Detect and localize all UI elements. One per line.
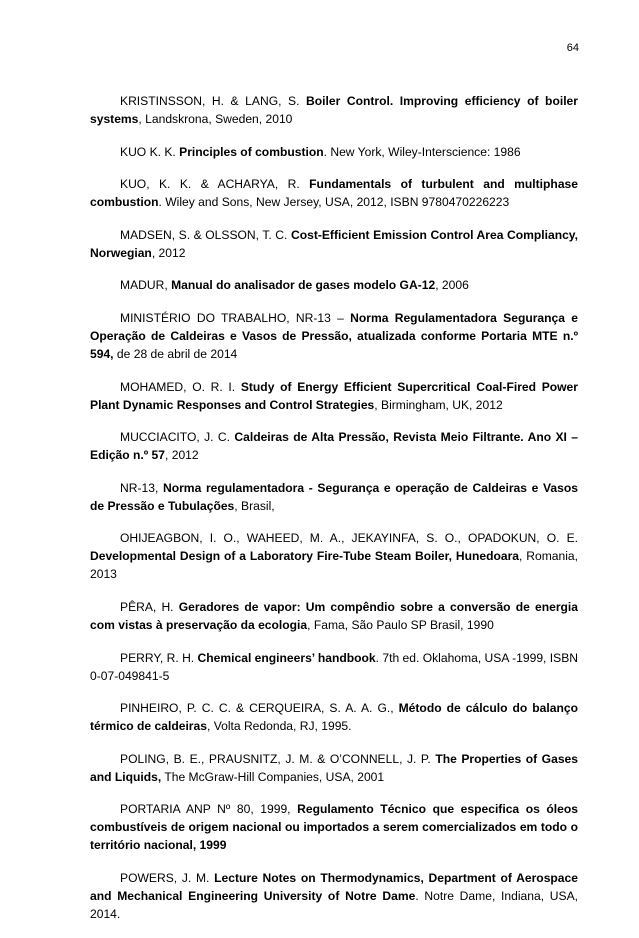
reference-text: POWERS, J. M. (120, 870, 215, 885)
reference-title: Geradores de vapor: Um compêndio sobre a conversão de energia com vistas à preservação da ecologia (90, 599, 579, 632)
reference-text: . Wiley and Sons, New Jersey, USA, 2012, ISBN 9780470226223 (158, 195, 510, 210)
reference-title: Study of Energy Efficient Supercritical Coal-Fired Power Plant Dynamic Responses and Control Strategies (90, 379, 578, 412)
reference-text: , Birmingham, UK, 2012 (374, 397, 503, 412)
reference-text: The McGraw-Hill Companies, USA, 2001 (161, 769, 385, 784)
reference-text: MUCCIACITO, J. C. (120, 430, 235, 445)
reference-title: Manual do analisador de gases modelo GA-12 (171, 278, 436, 293)
reference-entry (90, 649, 578, 685)
reference-text: , Landskrona, Sweden, 2010 (138, 112, 293, 126)
reference-text: . New York, Wiley-Interscience: 1986 (323, 144, 521, 159)
reference-title: Cost-Efficient Emission Control Area Compliancy, Norwegian (90, 227, 578, 260)
reference-entry (90, 276, 578, 294)
reference-title: Fundamentals of turbulent and multiphase combustion (90, 177, 578, 210)
reference-text: , Fama, São Paulo SP Brasil, 1990 (307, 617, 494, 632)
reference-text: , 2012 (151, 245, 186, 260)
reference-text: . Notre Dame, Indiana, USA, 2014. (90, 888, 579, 921)
reference-entry (90, 699, 578, 735)
reference-entry (90, 479, 578, 515)
reference-text: OHIJEAGBON, I. O., WAHEED, M. A., JEKAYINFA, S. O., OPADOKUN, O. E. (120, 531, 578, 546)
reference-text: , 2012 (165, 448, 199, 463)
reference-entry (90, 529, 578, 583)
reference-entry (90, 869, 578, 923)
reference-title: Norma Regulamentadora Segurança e Operação de Caldeiras e Vasos de Pressão, atualizada conforme Portaria MTE n.º 594, (90, 310, 578, 361)
reference-text: , Volta Redonda, RJ, 1995. (206, 719, 352, 734)
reference-text: KRISTINSSON, H. & LANG, S. (120, 94, 306, 108)
reference-entry (90, 175, 578, 211)
reference-title: Boiler Control. Improving efficiency of boiler systems (90, 94, 578, 126)
reference-entry (90, 226, 578, 262)
reference-entry (90, 800, 578, 854)
reference-title: Principles of combustion (179, 144, 324, 159)
reference-text: PINHEIRO, P. C. C. & CERQUEIRA, S. A. A. G., (120, 701, 399, 716)
reference-text: PÊRA, H. (120, 599, 179, 614)
reference-title: The Properties of Gases and Liquids, (90, 751, 578, 784)
reference-text: NR-13, (120, 480, 163, 495)
reference-text: , Romania, 2013 (90, 549, 578, 582)
reference-text: PORTARIA ANP Nº 80, 1999, (120, 802, 298, 817)
reference-title: Chemical engineers’ handbook (197, 650, 376, 665)
reference-entry (90, 143, 578, 161)
reference-text: MADUR, (120, 278, 172, 293)
reference-text: de 28 de abril de 2014 (113, 346, 238, 361)
reference-text: , Brasil, (234, 498, 275, 513)
reference-entry (90, 750, 578, 786)
reference-text: MOHAMED, O. R. I. (120, 379, 241, 394)
reference-text: MADSEN, S. & OLSSON, T. C. (120, 227, 291, 242)
reference-title: Regulamento Técnico que especifica os óleos combustíveis de origem nacional ou importados a serem comercializados em todo o território nacional, 1999 (90, 802, 578, 853)
reference-title: Lecture Notes on Thermodynamics, Department of Aerospace and Mechanical Engineering University of Notre Dame (90, 870, 578, 903)
reference-title: Developmental Design of a Laboratory Fire-Tube Steam Boiler, Hunedoara (90, 549, 520, 564)
reference-title: Caldeiras de Alta Pressão, Revista Meio Filtrante. Ano XI – Edição n.º 57 (90, 430, 579, 463)
reference-entry (90, 92, 578, 128)
reference-entry (90, 378, 578, 414)
reference-title: Norma regulamentadora - Segurança e operação de Caldeiras e Vasos de Pressão e Tubulações (90, 480, 578, 513)
reference-text: . 7th ed. Oklahoma, USA -1999, ISBN 0-07-049841-5 (90, 650, 578, 683)
page-number: 64 (566, 42, 579, 54)
reference-title: Método de cálculo do balanço térmico de caldeiras (90, 701, 578, 734)
reference-text: KUO K. K. (120, 144, 180, 159)
reference-text: MINISTÉRIO DO TRABALHO, NR-13 – (120, 310, 351, 325)
reference-entry (90, 428, 578, 464)
reference-entry (90, 309, 578, 363)
reference-text: POLING, B. E., PRAUSNITZ, J. M. & O’CONNELL, J. P. (120, 751, 436, 766)
reference-text: , 2006 (435, 278, 469, 293)
references-list (90, 92, 578, 938)
reference-text: KUO, K. K. & ACHARYA, R. (120, 177, 310, 192)
reference-entry (90, 598, 578, 634)
reference-text: PERRY, R. H. (120, 650, 198, 665)
